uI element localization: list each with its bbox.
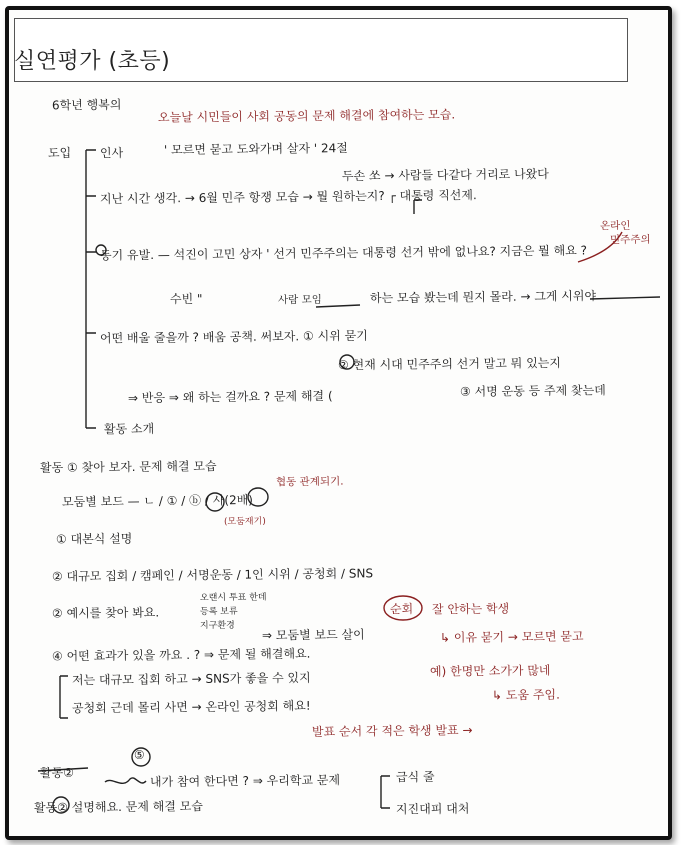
activity-1-note: 협동 관계되기. bbox=[275, 475, 344, 489]
activity-1-c: ② 예시를 찾아 봐요. bbox=[51, 605, 160, 621]
subin-line: 하는 모습 봤는데 뭔지 몰라. → 그게 시위야 bbox=[369, 288, 597, 306]
activity-intro: 활동 소개 bbox=[103, 421, 155, 437]
tour-note-2: ↳ 이유 묻기 → 모르면 묻고 bbox=[439, 629, 584, 645]
activity-1-title: 활동 ① 찾아 보자. 문제 해결 모습 bbox=[39, 459, 217, 475]
activity-1-a: ① 대본식 설명 bbox=[55, 531, 133, 547]
example-1: 저는 대규모 집회 하고 → SNS가 좋을 수 있지 bbox=[71, 670, 311, 688]
activity-1-c-note-1: 오랜시 투표 한데 bbox=[199, 592, 267, 604]
activity-1-c-result: ⇒ 모둠별 보드 살이 bbox=[261, 627, 365, 643]
learn-line-3: ③ 서명 운동 등 주제 찾는데 bbox=[459, 383, 606, 399]
circled-five: ⑤ bbox=[133, 747, 145, 763]
online-label: 온라인 bbox=[599, 219, 631, 233]
motive-line: 동기 유발. — 석진이 고민 상자 ' 선거 민주주의는 대통령 선거 밖에 없나요? 지금은 뭘 해요 ? bbox=[99, 243, 588, 263]
example-3: 예) 한명만 소가가 많네 bbox=[429, 663, 551, 679]
activity-1-d: ④ 어떤 효과가 있을 까요 . ? ⇒ 문제 될 해결해요. bbox=[51, 646, 311, 664]
presentation-line: 발표 순서 각 적은 학생 발표 → bbox=[311, 723, 473, 739]
example-4: ↳ 도움 주임. bbox=[491, 687, 560, 703]
example-2: 공청회 근데 몰리 사면 → 온라인 공청회 해요! bbox=[71, 698, 311, 716]
activity-1-c-note-2: 등록 보류 bbox=[199, 606, 238, 618]
tour-label: 순회 bbox=[389, 601, 414, 617]
activity-2-strike: 활동② bbox=[39, 765, 75, 781]
subin-label: 수빈 " bbox=[169, 291, 203, 307]
grade-line: 6학년 행복의 bbox=[51, 97, 122, 113]
activity-1-sub: 모둠별 보드 — ㄴ / ① / ⓑ / 사(2배) bbox=[61, 493, 254, 509]
intro-label: 도입 bbox=[47, 145, 72, 161]
question-top: 두손 쏘 → 사람들 다같다 거리로 나왔다 bbox=[341, 166, 549, 184]
learn-line-2: ② 현재 시대 민주주의 선거 말고 뭐 있는지 bbox=[337, 355, 562, 373]
reflect-line: ⇒ 반응 ⇒ 왜 하는 걸까요 ? 문제 해결 ( bbox=[127, 388, 333, 406]
activity-1-b: ② 대규모 집회 / 캠페인 / 서명운동 / 1인 시위 / 공청회 / SNS bbox=[51, 566, 374, 584]
greet-song: ' 모르면 묻고 도와가며 살자 ' 24절 bbox=[163, 141, 348, 157]
last-class: 지난 시간 생각. → 6월 민주 항쟁 모습 → 뭘 원하는지? ┌ 대통령 직선제. bbox=[99, 188, 477, 206]
objective-line: 오늘날 시민들이 사회 공동의 문제 해결에 참여하는 모습. bbox=[157, 107, 456, 125]
activity-3-line: 활동② 설명해요. 문제 해결 모습 bbox=[33, 799, 204, 815]
page-title: 실연평가 (초등) bbox=[14, 49, 171, 74]
tour-note: 잘 안하는 학생 bbox=[431, 601, 510, 617]
subin-gathering: 사람 모임 bbox=[277, 293, 322, 307]
activity-2-answer-2: 지진대피 대처 bbox=[395, 801, 470, 817]
activity-2-question: 내가 참여 한다면 ? ⇒ 우리학교 문제 bbox=[149, 773, 341, 789]
online-label-2: 민주주의 bbox=[609, 233, 651, 247]
greet-label: 인사 bbox=[99, 145, 124, 161]
activity-1-c-note-3: 지구환경 bbox=[199, 620, 235, 632]
learn-line: 어떤 배울 줄을까 ? 배움 공책. 써보자. ① 시위 묻기 bbox=[99, 328, 368, 346]
activity-2-answer-1: 급식 줄 bbox=[395, 769, 435, 785]
activity-1-note-2: (모둠재기) bbox=[223, 516, 266, 528]
